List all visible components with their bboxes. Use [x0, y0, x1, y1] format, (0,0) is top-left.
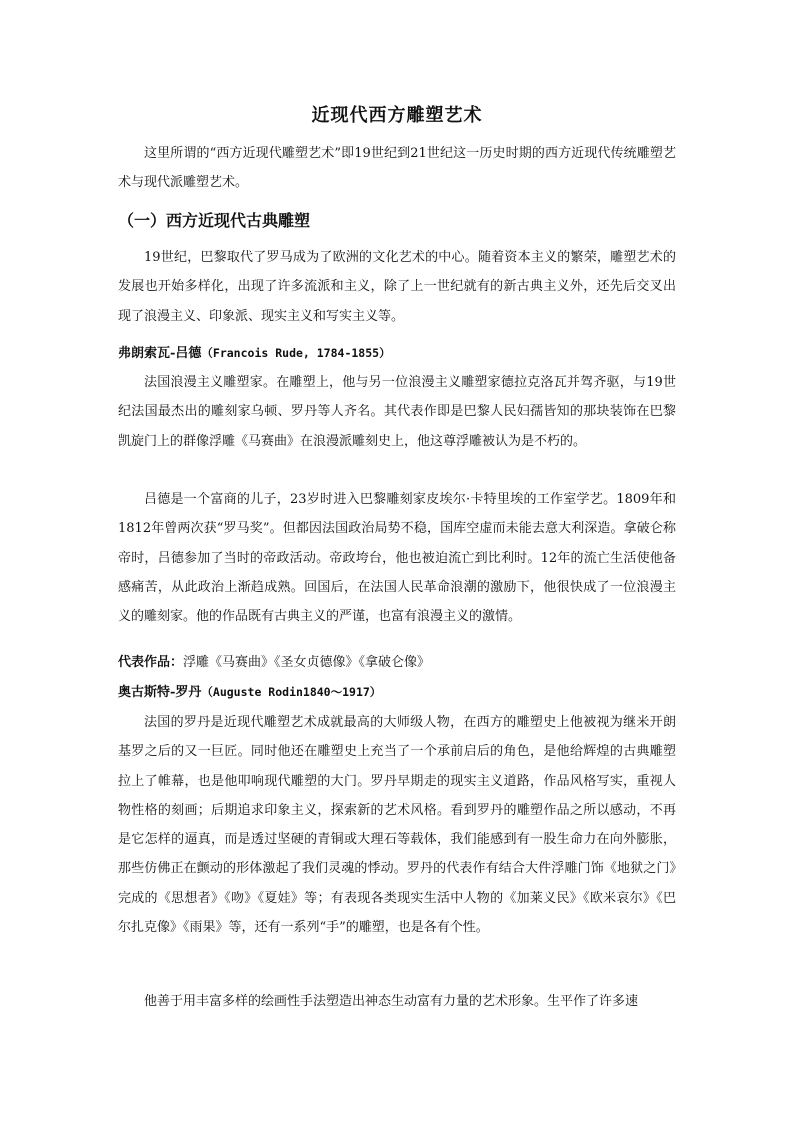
page-title: 近现代西方雕塑艺术 [311, 105, 483, 126]
rude-paragraph-2: 吕德是一个富商的儿子，23岁时进入巴黎雕刻家皮埃尔·卡特里埃的工作室学艺。1809年和1812年曾两次获“罗马奖”。但都因法国政治局势不稳，国库空虚而未能去意大利深造。拿破仑称帝时，吕德参加了当时的帝政活动。帝政垮台，他也被迫流亡到比利时。12年的流亡生活使他备感痛苦，从此政治上渐趋成熟。回国后，在法国人民革命浪潮的激励下，他很快成了一位浪漫主义的雕刻家。他的作品既有古典主义的严谨，也富有浪漫主义的激情。 [118, 492, 676, 625]
rude-heading [118, 342, 676, 365]
rodin-latin-name: （Auguste Rodin1840～1917） [201, 685, 382, 699]
rude-latin-name: （Francois Rude, 1784-1855） [201, 346, 391, 360]
rude-paragraph-1: 法国浪漫主义雕塑家。在雕塑上，他与另一位浪漫主义雕塑家德拉克洛瓦并驾齐驱，与19世纪法国最杰出的雕刻家乌顿、罗丹等人齐名。其代表作即是巴黎人民妇孺皆知的那块装饰在巴黎凯旋门上的群像浮雕《马赛曲》在浪漫派雕刻史上，他这尊浮雕被认为是不朽的。 [118, 375, 676, 449]
section-intro-paragraph: 19世纪，巴黎取代了罗马成为了欧洲的文化艺术的中心。随着资本主义的繁荣，雕塑艺术的发展也开始多样化，出现了许多流派和主义，除了上一世纪就有的新古典主义外，还先后交叉出现了浪漫主义、印象派、现实主义和写实主义等。 [118, 250, 676, 324]
rude-works [118, 651, 676, 675]
rodin-heading [118, 681, 676, 704]
works-label: 代表作品： [118, 655, 184, 670]
rodin-name: 奥古斯特-罗丹 [118, 685, 202, 700]
rodin-paragraph-1: 法国的罗丹是近现代雕塑艺术成就最高的大师级人物，在西方的雕塑史上他被视为继米开朗基罗之后的又一巨匠。同时他还在雕塑史上充当了一个承前启后的角色，是他给辉煌的古典雕塑拉上了帷幕，也是他叩响现代雕塑的大门。罗丹早期走的现实主义道路，作品风格写实，重视人物性格的刻画；后期追求印象主义，探索新的艺术风格。看到罗丹的雕塑作品之所以感动，不再是它怎样的逼真，而是透过坚硬的青铜或大理石等载体，我们能感到有一股生命力在向外膨胀，那些仿佛正在颤动的形体激起了我们灵魂的悸动。罗丹的代表作有结合大件浮雕门饰《地狱之门》完成的《思想者》《吻》《夏娃》等；有表现各类现实生活中人物的《加莱义民》《欧米哀尔》《巴尔扎克像》《雨果》等，还有一系列“手”的雕塑，也是各有个性。 [118, 715, 676, 936]
works-list: 浮雕《马赛曲》《圣女贞德像》《拿破仑像》 [183, 655, 431, 670]
rodin-paragraph-2: 他善于用丰富多样的绘画性手法塑造出神态生动富有力量的艺术形象。生平作了许多速 [144, 994, 639, 1009]
rude-name: 弗朗索瓦-吕德 [118, 346, 202, 361]
intro-paragraph: 这里所谓的“西方近现代雕塑艺术”即19世纪到21世纪这一历史时期的西方近现代传统雕塑艺术与现代派雕塑艺术。 [118, 146, 676, 191]
section-heading: （一）西方近现代古典雕塑 [118, 211, 311, 230]
